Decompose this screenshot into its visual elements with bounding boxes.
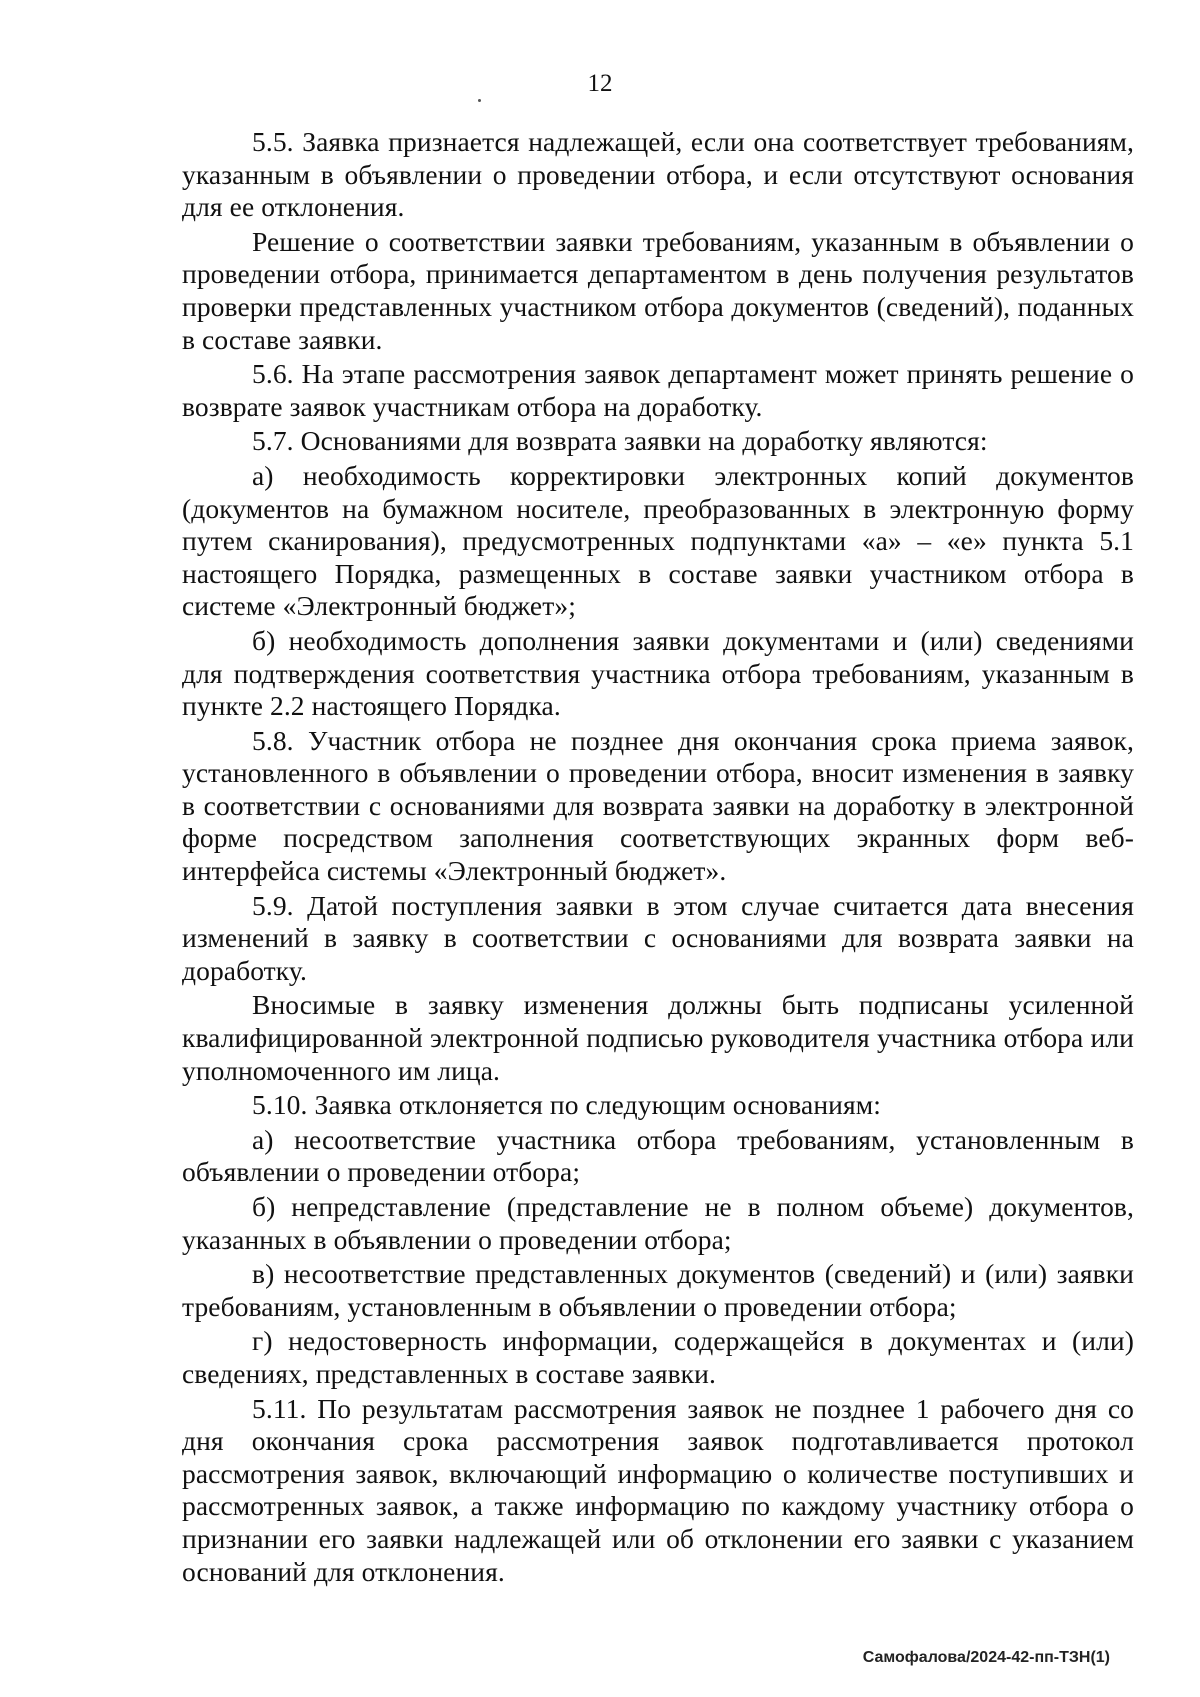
paragraph-5-11: 5.11. По результатам рассмотрения заявок не позднее 1 рабочего дня со дня окончания срока рассмотрения заявок подготавливается протокол рассмотрения заявок, включающий информацию о количестве поступивших и рассмотренных заявок, а также информацию по каждому участнику отбора о признании его заявки надлежащей или об отклонении его заявки с указанием оснований для отклонения.: [182, 1392, 1134, 1587]
paragraph-changes-signed: Вносимые в заявку изменения должны быть подписаны усиленной квалифицированной электронной подписью руководителя участника отбора или уполномоченного им лица.: [182, 989, 1134, 1086]
paragraph-5-7-b: б) необходимость дополнения заявки документами и (или) сведениями для подтверждения соответствия участника отбора требованиям, указанным в пункте 2.2 настоящего Порядка.: [182, 624, 1134, 722]
paragraph-5-8: 5.8. Участник отбора не позднее дня окончания срока приема заявок, установленного в объявлении о проведении отбора, вносит изменения в заявку в соответствии с основаниями для возврата заявки на доработку в электронной форме посредством заполнения соответствующих экранных форм веб-интерфейса системы «Электронный бюджет».: [182, 724, 1134, 887]
paragraph-5-5: 5.5. Заявка признается надлежащей, если она соответствует требованиям, указанным в объявлении о проведении отбора, и если отсутствуют основания для ее отклонения.: [182, 126, 1134, 223]
paragraph-5-10-g: г) недостоверность информации, содержащейся в документах и (или) сведениях, представленных в составе заявки.: [182, 1325, 1134, 1389]
paragraph-5-10-a: а) несоответствие участника отбора требованиям, установленным в объявлении о проведении отбора;: [182, 1123, 1134, 1188]
page-number: 12: [587, 70, 613, 97]
paragraph-decision: Решение о соответствии заявки требованиям, указанным в объявлении о проведении отбора, принимается департаментом в день получения результатов проверки представленных участником отбора документов (сведений), поданных в составе заявки.: [182, 225, 1134, 355]
paragraph-5-10: 5.10. Заявка отклоняется по следующим основаниям:: [252, 1089, 881, 1121]
paragraph-5-10-b: б) непредставление (представление не в полном объеме) документов, указанных в объявлении о проведении отбора;: [182, 1191, 1134, 1255]
paragraph-5-9: 5.9. Датой поступления заявки в этом случае считается дата внесения изменений в заявку в соответствии с основаниями для возврата заявки на доработку.: [182, 889, 1134, 986]
paragraph-5-7-a: а) необходимость корректировки электронных копий документов (документов на бумажном носителе, преобразованных в электронную форму путем сканирования), предусмотренных подпунктами «а» – «е» пункта 5.1 настоящего Порядка, размещенных в составе заявки участником отбора в системе «Электронный бюджет»;: [182, 459, 1134, 622]
paragraph-5-6: 5.6. На этапе рассмотрения заявок департамент может принять решение о возврате заявок участникам отбора на доработку.: [182, 358, 1134, 422]
paragraph-5-10-v: в) несоответствие представленных документов (сведений) и (или) заявки требованиям, установленным в объявлении о проведении отбора;: [182, 1258, 1134, 1322]
scan-speck: [478, 99, 481, 102]
document-body: [182, 126, 1134, 1590]
document-code: Самофалова/2024-42-пп-ТЗН(1): [862, 1649, 1110, 1666]
paragraph-5-7: 5.7. Основаниями для возврата заявки на доработку являются:: [252, 425, 988, 457]
